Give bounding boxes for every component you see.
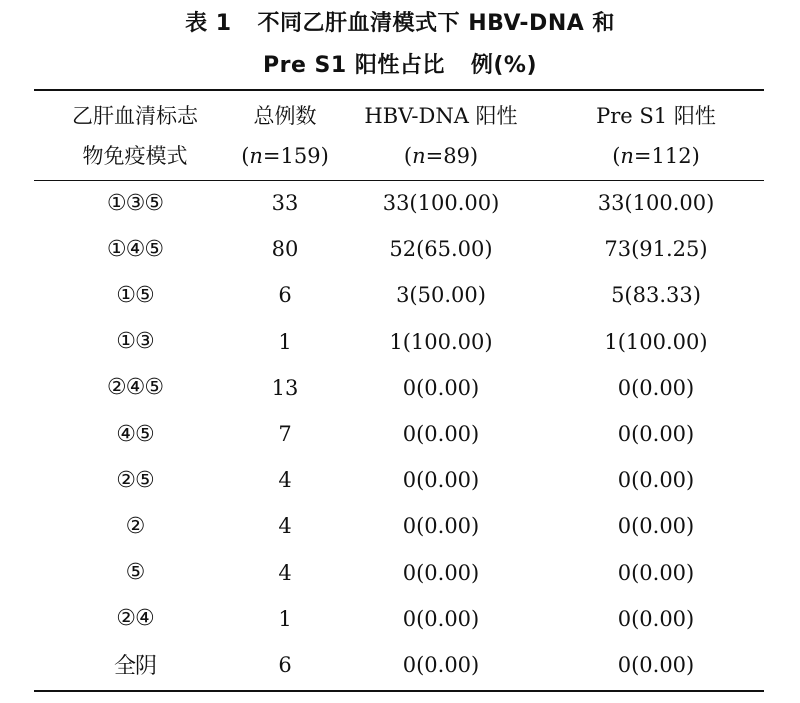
cell-hbv-dna-positive: 0(0.00)	[402, 468, 480, 493]
table-row	[34, 180, 764, 226]
cell-total: 13	[271, 375, 299, 400]
cell-hbv-dna-positive: 0(0.00)	[402, 422, 480, 447]
cell-hbv-dna-positive: 0(0.00)	[402, 560, 480, 585]
header-hbv-dna-line-1: HBV-DNA 阳性	[364, 103, 518, 128]
header-pattern-line-2: 物免疫模式	[82, 143, 188, 168]
cell-hbv-dna-positive: 0(0.00)	[402, 652, 480, 677]
header-pattern-line-1: 乙肝血清标志	[72, 103, 198, 128]
header-pre-s1-line-1: Pre S1 阳性	[596, 103, 716, 128]
table-caption-line-2	[0, 48, 800, 79]
header-total	[236, 91, 334, 180]
table-bottom-rule	[34, 690, 764, 692]
data-table	[34, 91, 764, 688]
cell-pattern: ①④⑤	[106, 236, 164, 262]
cell-pre-s1-positive: 5(83.33)	[611, 283, 701, 308]
cell-pattern: ①③	[116, 329, 154, 355]
cell-pattern: 全阴	[113, 654, 156, 680]
cell-pattern: ②④	[116, 606, 154, 632]
table-row	[34, 365, 764, 411]
table-caption-line-1	[0, 6, 800, 37]
cell-hbv-dna-positive: 0(0.00)	[402, 375, 480, 400]
cell-total: 7	[278, 422, 292, 447]
table-row	[34, 642, 764, 688]
cell-pattern: ①⑤	[116, 282, 154, 308]
table-title-line-1: 不同乙肝血清模式下 HBV-DNA 和	[257, 11, 615, 36]
cell-hbv-dna-positive: 33(100.00)	[382, 191, 500, 216]
cell-pattern: ⑤	[125, 560, 145, 586]
cell-hbv-dna-positive: 0(0.00)	[402, 514, 480, 539]
cell-pattern: ①③⑤	[106, 190, 164, 216]
cell-pre-s1-positive: 1(100.00)	[604, 329, 708, 354]
cell-pre-s1-positive: 0(0.00)	[617, 652, 695, 677]
cell-total: 1	[278, 329, 292, 354]
cell-total: 6	[278, 283, 292, 308]
header-hbv-dna	[334, 91, 548, 180]
cell-pre-s1-positive: 0(0.00)	[617, 606, 695, 631]
table-row	[34, 596, 764, 642]
cell-pre-s1-positive: 0(0.00)	[617, 514, 695, 539]
cell-pattern: ②④⑤	[106, 375, 164, 401]
header-row	[34, 91, 764, 180]
cell-pre-s1-positive: 33(100.00)	[597, 191, 715, 216]
header-pre-s1	[548, 91, 764, 180]
header-pre-s1-line-2: (n=112)	[612, 143, 700, 168]
table-row	[34, 457, 764, 503]
cell-total: 4	[278, 468, 292, 493]
cell-pre-s1-positive: 0(0.00)	[617, 468, 695, 493]
cell-pre-s1-positive: 0(0.00)	[617, 560, 695, 585]
cell-pattern: ④⑤	[116, 421, 154, 447]
cell-total: 4	[278, 514, 292, 539]
table-row	[34, 550, 764, 596]
cell-total: 6	[278, 652, 292, 677]
table-row	[34, 319, 764, 365]
table-row	[34, 411, 764, 457]
header-total-line-1: 总例数	[253, 103, 317, 128]
cell-pre-s1-positive: 0(0.00)	[617, 422, 695, 447]
table-header	[34, 91, 764, 180]
cell-total: 33	[271, 191, 299, 216]
cell-total: 80	[271, 237, 299, 262]
table-body	[34, 180, 764, 688]
table-label: 表 1	[185, 11, 232, 36]
cell-pre-s1-positive: 73(91.25)	[604, 237, 708, 262]
cell-total: 1	[278, 606, 292, 631]
header-pattern	[34, 91, 236, 180]
cell-total: 4	[278, 560, 292, 585]
cell-pattern: ②⑤	[116, 467, 154, 493]
table-row	[34, 503, 764, 549]
cell-hbv-dna-positive: 0(0.00)	[402, 606, 480, 631]
table-title-line-2: Pre S1 阳性占比	[262, 53, 445, 78]
table-row	[34, 272, 764, 318]
cell-hbv-dna-positive: 52(65.00)	[389, 237, 493, 262]
header-total-line-2: (n=159)	[241, 143, 329, 168]
cell-pattern: ②	[125, 513, 145, 539]
cell-hbv-dna-positive: 1(100.00)	[389, 329, 493, 354]
table-row	[34, 226, 764, 272]
table-unit: 例(%)	[470, 53, 538, 78]
cell-hbv-dna-positive: 3(50.00)	[396, 283, 486, 308]
header-hbv-dna-line-2: (n=89)	[403, 143, 479, 168]
cell-pre-s1-positive: 0(0.00)	[617, 375, 695, 400]
